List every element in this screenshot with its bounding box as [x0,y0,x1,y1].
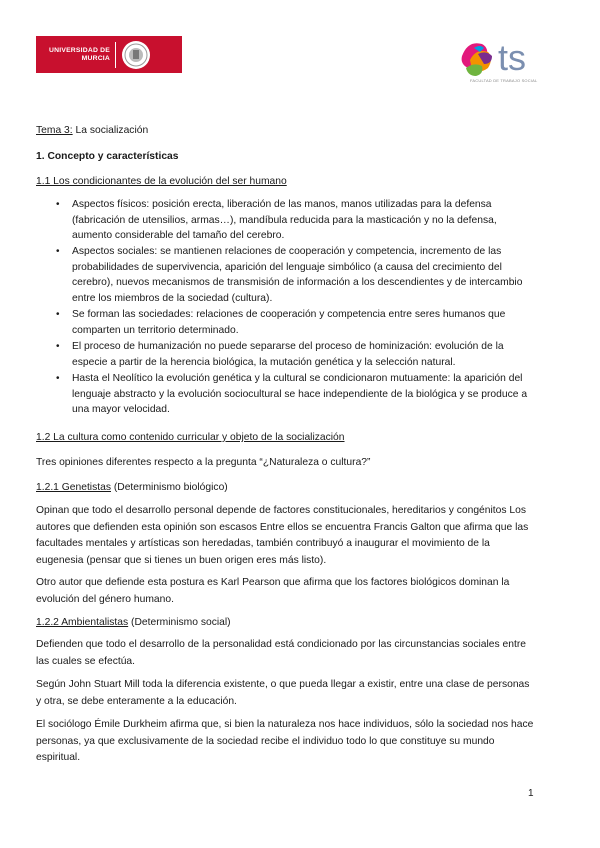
list-item-text: Aspectos físicos: posición erecta, liberación de las manos, manos utilizadas para la defensa (fabricación de utensilios, armas…), mandíbula reducida para la masticación y no la defensa, aumento considerable del tamaño del cerebro. [72,199,497,241]
section-1-2-2-label: 1.2.2 Ambientalistas [36,617,129,628]
list-item-text: El proceso de humanización no puede separarse del proceso de hominización: evolución de la especie a partir de la herencia biológica, la mutación genética y la selección natural. [72,341,504,368]
ambientalistas-paragraph-1: Defienden que todo el desarrollo de la personalidad está condicionado por las circunstancias sociales entre las cuales se efectúa. [36,639,526,667]
bullet-icon: • [56,199,60,210]
list-item [56,244,534,306]
genetistas-paragraph-1: Opinan que todo el desarrollo personal depende de factores constitucionales, hereditarios y congénitos Los autores que defienden esta opinión son escasos Entre ellos se encuentra Francis Galton que afirma que las facultades mentales y artísticas son heredadas, también contribuyó a inaugurar el movimiento de la eugenesia (pensar que si tienes un buen origen eres más listo). [36,505,529,566]
bullet-icon: • [56,309,60,320]
bullet-icon: • [56,246,60,257]
universidad-murcia-logo [36,36,182,73]
um-logo-divider [115,42,116,68]
genetistas-paragraph-2: Otro autor que defiende esta postura es Karl Pearson que afirma que los factores biológicos dominan la evolución del género humano. [36,577,510,605]
bullet-icon: • [56,341,60,352]
page-number: 1 [528,788,534,799]
tema-heading [36,124,148,137]
university-seal-icon [121,40,151,70]
section-1-2-1-label: 1.2.1 Genetistas [36,482,111,493]
um-logo-text [36,47,110,63]
section-1-heading: 1. Concepto y características [36,151,179,162]
section-1-2-1-heading [36,481,228,494]
tema-title: La socialización [72,125,149,136]
um-logo-line2: MURCIA [81,54,110,62]
svg-text:ts: ts [498,37,527,78]
section-1-2-2-suffix: (Determinismo social) [128,617,231,628]
um-logo-line1: UNIVERSIDAD DE [49,46,110,54]
section-1-2-intro: Tres opiniones diferentes respecto a la pregunta “¿Naturaleza o cultura?” [36,457,371,468]
tema-label: Tema 3: [36,125,73,136]
trabajo-social-logo-icon [456,34,560,84]
list-item [56,371,534,418]
list-item [56,307,534,338]
section-1-1-heading: 1.1 Los condicionantes de la evolución del ser humano [36,176,287,187]
section-1-2-2-heading [36,616,231,629]
list-item-text: Hasta el Neolítico la evolución genética y la cultural se condicionaron mutuamente: la aparición del lenguaje abstracto y la evolución sociocultural se hace independiente de la biológica y se produce a una mayor velocidad. [72,373,528,415]
ambientalistas-paragraph-3: El sociólogo Émile Durkheim afirma que, si bien la naturaleza nos hace individuos, sólo la sociedad nos hace personas, ya que exclusivamente de la sociedad recibe el individuo todo lo que constituye su mundo espiritual. [36,719,534,763]
ambientalistas-paragraph-2: Según John Stuart Mill toda la diferencia existente, o que pueda llegar a existir, entre una clase de personas y otra, se debe enteramente a la educación. [36,679,530,707]
list-item-text: Aspectos sociales: se mantienen relaciones de cooperación y competencia, incremento de las probabilidades de supervivencia, aparición del lenguaje simbólico (a causa del crecimiento del cerebro), nuevos mecanismos de transmisión de información a los descendientes y de intercambio entre los miembros de la sociedad (cultura). [72,246,523,304]
ts-logo-subtitle: FACULTAD DE TRABAJO SOCIAL [470,78,538,83]
list-item [56,197,534,244]
section-1-2-1-suffix: (Determinismo biológico) [110,482,228,493]
list-item [56,339,534,370]
list-item-text: Se forman las sociedades: relaciones de cooperación y competencia entre seres humanos que comparten un territorio determinado. [72,309,506,336]
bullet-icon: • [56,373,60,384]
section-1-2-heading: 1.2 La cultura como contenido curricular y objeto de la socialización [36,432,345,443]
